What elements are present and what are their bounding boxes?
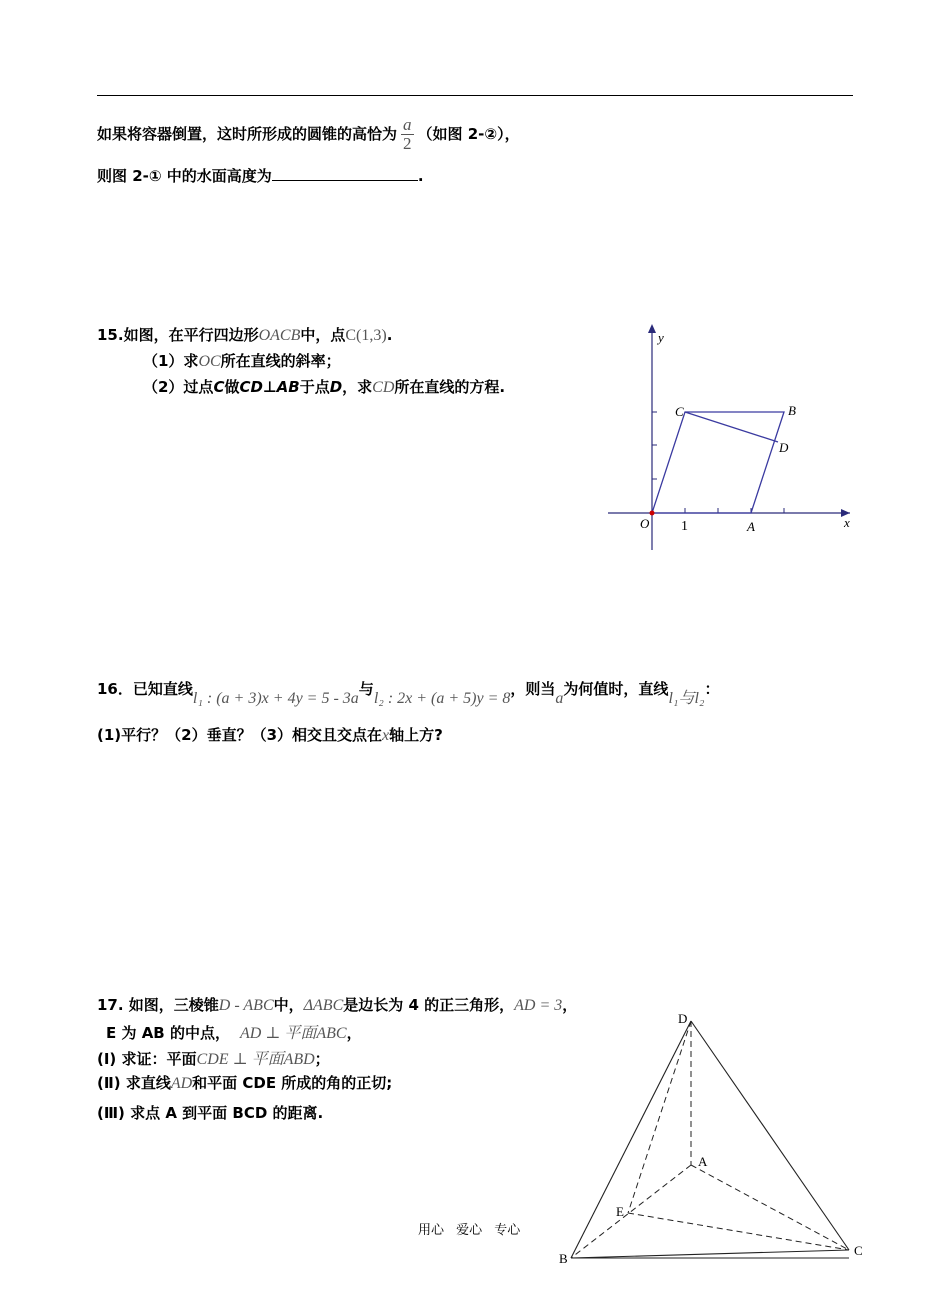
footer: 用心 爱心 专心 [418,1223,521,1238]
q17-item3-text: (Ⅲ) 求点 A 到平面 BCD 的距离. [97,1104,324,1122]
q17-mid2: 是边长为 4 的正三角形， [343,996,515,1014]
q15-d: D [329,378,343,396]
q15-c: C [213,378,225,396]
answer-blank[interactable] [272,168,418,181]
q16-line-l2: l₂ : 2x + (a + 5)y = 8 [373,690,511,707]
q15-item1-tail: 所在直线的斜率； [220,352,341,370]
edge-ab [571,1165,691,1258]
q17-stem [97,994,577,1015]
q17-item2-pre: (Ⅱ) 求直线 [97,1074,171,1092]
label-e: E [616,1204,624,1219]
q14-line2 [97,165,424,186]
q14-line2-text: 则图 2-① 中的水面高度为 [97,167,272,185]
q17-triangle: ΔABC [303,997,344,1014]
q16-mid3: 为何值时，直线 [563,680,669,698]
q16-mid: 与 [358,680,374,698]
parallelogram-figure [600,318,860,558]
q16-stem [97,676,720,707]
q17-item1-tail: ； [314,1050,330,1068]
label-d: D [678,1011,688,1026]
q15-item2-mid3: ，求 [342,378,373,396]
q17-line2-tail: ， [346,1024,362,1042]
q16-tail: ： [704,680,720,698]
q14-line1-tail: （如图 2-②）， [417,125,520,143]
q15-item2-pre: （2）过点 [143,378,214,396]
q17-item2 [97,1072,392,1093]
frac-den: 2 [403,134,412,153]
label-a: A [698,1154,708,1169]
q16-stem-pre: 16．已知直线 [97,680,193,698]
q15-item1-pre: （1）求 [143,352,199,370]
q16-x: x [382,727,390,744]
segment-cd [685,412,778,442]
label-c: C [675,404,684,419]
q17-item1-pre: (Ⅰ) 求证：平面 [97,1050,197,1068]
label-a: A [747,519,755,534]
q16-items [97,724,443,745]
q15-oc: OC [198,353,221,370]
q14-line2-tail: . [417,167,424,185]
q15-stem-pre: 15.如图，在平行四边形 [97,326,259,344]
label-b: B [559,1251,568,1266]
label-y: y [658,330,664,345]
q17-item1-m: CDE ⊥ 平面ABD [196,1051,315,1068]
q15-oacb: OACB [258,327,301,344]
label-x: x [844,515,850,530]
q16-l1-l2: l₁与l₂ [668,690,705,707]
q15-item2-mid2: 于点 [299,378,330,396]
edge-ec [628,1213,849,1250]
q17-item1 [97,1046,330,1069]
edge-dc [691,1021,849,1250]
q17-tail: ， [562,996,578,1014]
q15-item2-tail: 所在直线的方程. [394,378,506,396]
edge-bd [571,1021,691,1258]
q14-line1 [97,116,520,153]
q15-stem-tail: . [386,326,393,344]
q17-item2-tail: 和平面 CDE 所成的角的正切; [192,1074,393,1092]
q15-item2-mid: 做 [224,378,240,396]
q16-items-pre: (1)平行？（2）垂直？（3）相交且交点在 [97,726,383,744]
q17-line2-pre: E 为 AB 的中点， [106,1024,230,1042]
label-1: 1 [681,519,688,534]
q15-item1 [143,350,341,371]
q17-line2 [106,1020,362,1043]
edge-bc-upper [571,1250,849,1258]
q15-cd: CD [372,379,395,396]
frac-num: a [403,115,412,134]
label-b: B [788,403,796,418]
fraction-a-over-2 [401,116,414,153]
q17-ad: AD = 3 [514,997,563,1014]
edge-de [628,1021,691,1213]
header-rule [97,95,853,96]
q15-stem [97,324,392,345]
parallelogram-oacb [652,412,784,513]
q16-line-l1: l₁ : (a + 3)x + 4y = 5 - 3a [192,690,359,707]
q15-item2 [143,376,505,397]
q15-cd-perp-ab: CD⊥AB [239,378,300,396]
q17-mid: 中， [273,996,304,1014]
label-c: C [854,1243,863,1258]
q17-pyramid: D - ABC [218,997,274,1014]
q16-items-tail: 轴上方? [389,726,443,744]
q17-stem-pre: 17. 如图，三棱锥 [97,996,219,1014]
q16-mid2: ，则当 [510,680,556,698]
origin-point [650,511,655,516]
q15-stem-mid: 中，点 [300,326,346,344]
q17-item3 [97,1102,323,1123]
pyramid-figure [550,1005,880,1270]
label-o: O [640,516,650,531]
q15-point-c: C(1,3) [345,327,387,344]
q17-item2-m: AD [170,1075,193,1092]
y-axis-arrow [648,324,656,333]
label-d: D [779,440,789,455]
q14-line1-text: 如果将容器倒置，这时所形成的圆锥的高恰为 [97,125,398,143]
q17-ad-perp: AD ⊥ 平面ABC [239,1025,347,1042]
q16-a: a [555,690,564,707]
